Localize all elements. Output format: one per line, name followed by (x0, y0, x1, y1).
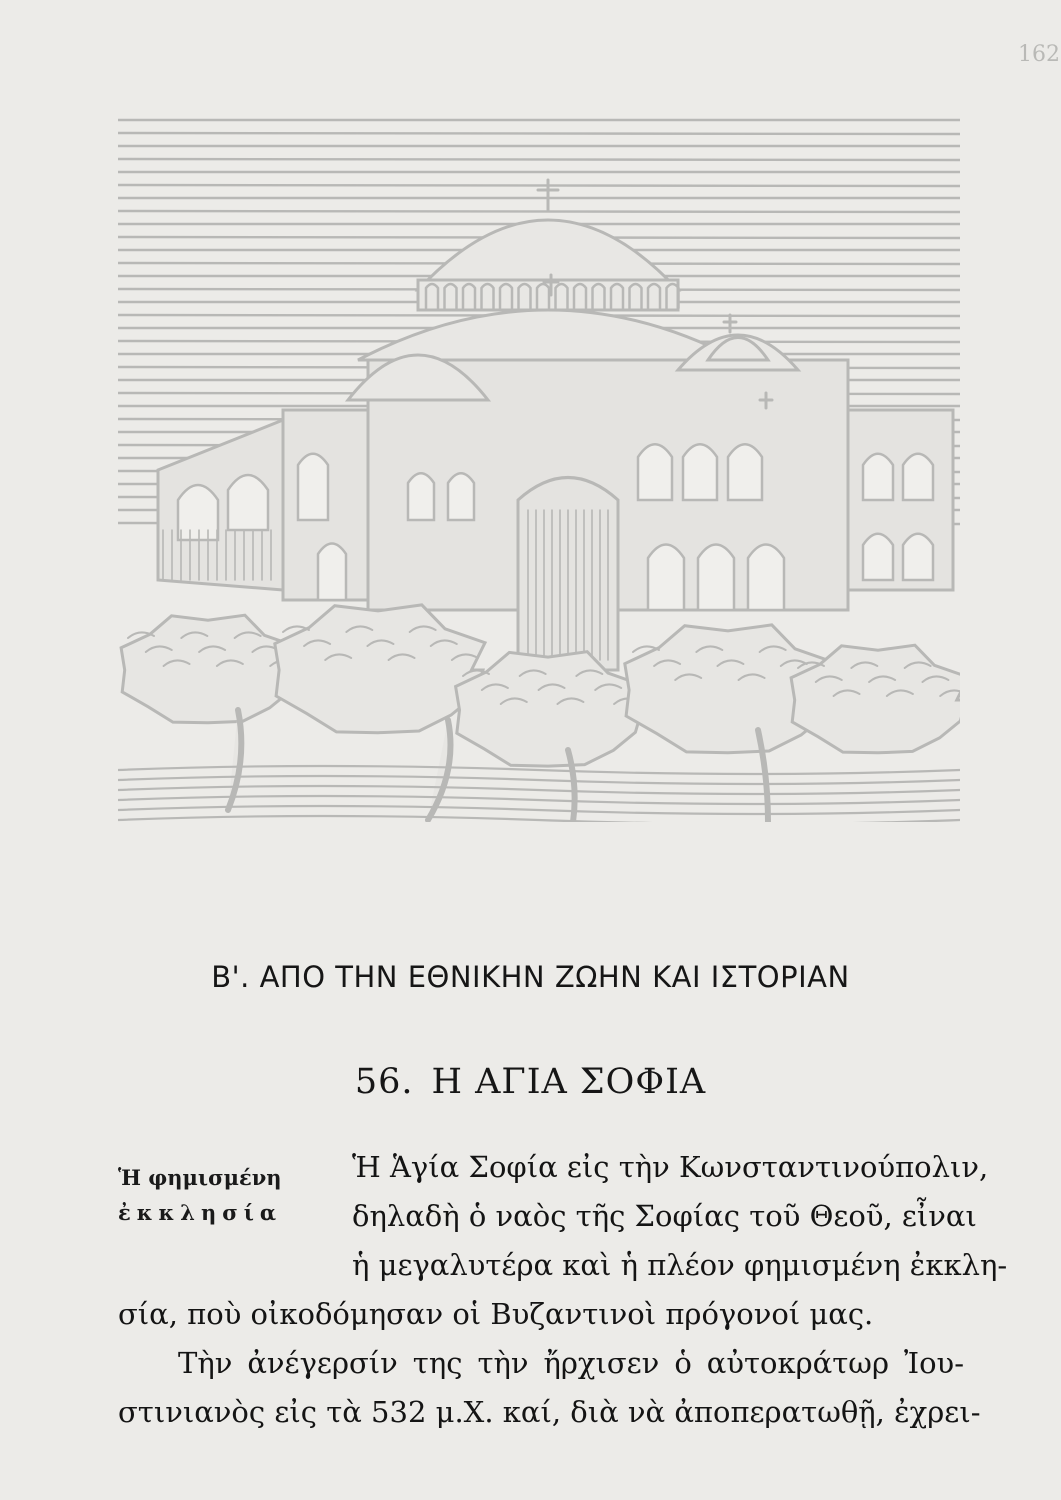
margin-note (118, 1160, 343, 1230)
paragraph-1-line-1: Ἡ Ἁγία Σοφία εἰς τὴν Κωνσταντινούπολιν, (352, 1150, 989, 1184)
lesson-title-text: Η ΑΓΙΑ ΣΟΦΙΑ (431, 1062, 707, 1102)
hagia-sophia-illustration (118, 110, 960, 822)
paragraph-1-line-2: δηλαδὴ ὁ ναὸς τῆς Σοφίας τοῦ Θεοῦ, εἶναι (352, 1199, 977, 1233)
paragraph-2-line-1: Τὴν ἀνέγερσίν της τὴν ἤρχισεν ὁ αὐτοκράτωρ Ἰου- (178, 1346, 964, 1380)
page-number-faint: 162 (1018, 42, 1060, 67)
margin-note-line-1: Ἡ φημισμένη (118, 1165, 282, 1190)
paragraph-1-line-4: σία, ποὺ οἰκοδόμησαν οἱ Βυζαντινοὶ πρόγονοί μας. (118, 1297, 874, 1331)
lesson-number: 56. (354, 1062, 414, 1102)
paragraph-2-line-2: στινιανὸς εἰς τὰ 532 μ.Χ. καί, διὰ νὰ ἀποπερατωθῇ, ἐχρει- (118, 1395, 981, 1429)
margin-note-line-2: ἐκκλησία (118, 1200, 283, 1225)
section-heading: Β'. ΑΠΟ ΤΗΝ ΕΘΝΙΚΗΝ ΖΩΗΝ ΚΑΙ ΙΣΤΟΡΙΑΝ (211, 960, 850, 994)
paragraph-1-line-3: ἡ μεγαλυτέρα καὶ ἡ πλέον φημισμένη ἐκκλη- (352, 1248, 1008, 1282)
lesson-title (0, 1062, 1061, 1102)
hagia-sophia-woodcut-icon (118, 110, 960, 822)
